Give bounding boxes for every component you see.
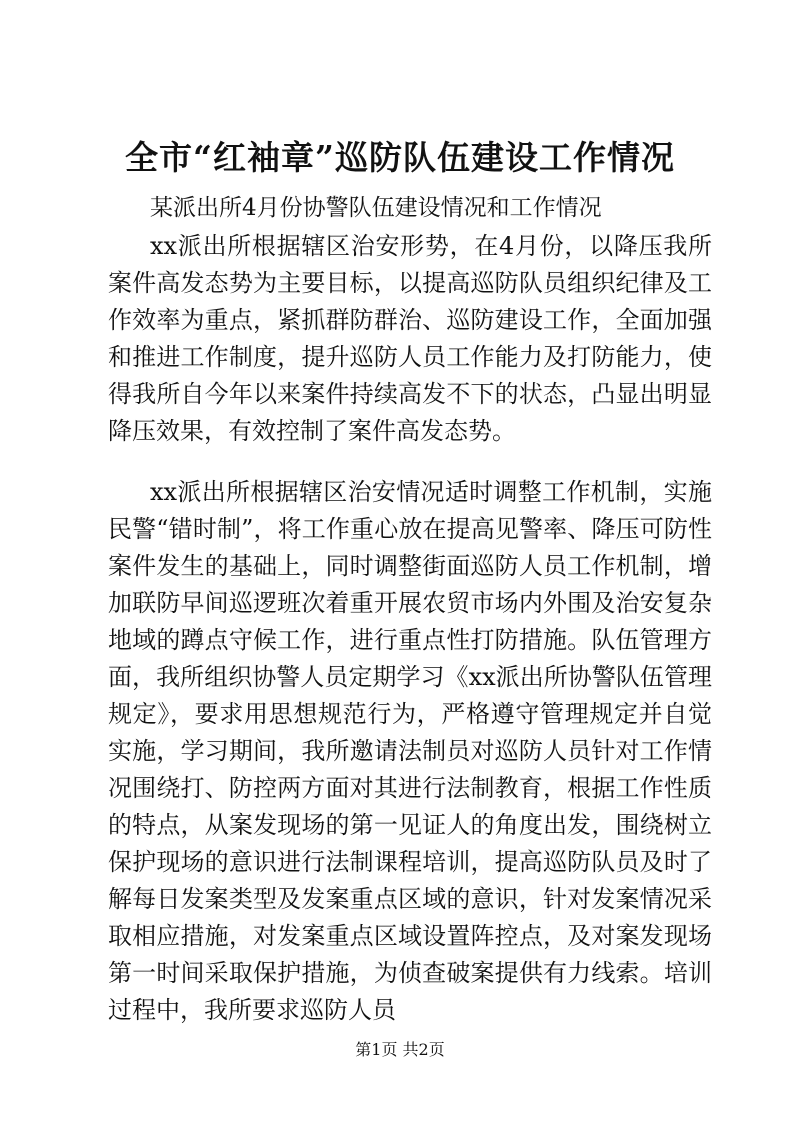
page-number-footer: 第1页 共2页 [355, 1040, 445, 1059]
paragraph-2: xx派出所根据辖区治安情况适时调整工作机制，实施民警“错时制”，将工作重心放在提高见警率、降压可防性案件发生的基础上，同时调整街面巡防人员工作机制，增加联防早间巡逻班次着重开展农贸市场内外围及治安复杂地域的蹲点守候工作，进行重点性打防措施。队伍管理方面，我所组织协警人员定期学习《xx派出所协警队伍管理规定》，要求用思想规范行为，严格遵守管理规定并自觉实施，学习期间，我所邀请法制员对巡防人员针对工作情况围绕打、防控两方面对其进行法制教育，根据工作性质的特点，从案发现场的第一见证人的角度出发，围绕树立保护现场的意识进行法制课程培训，提高巡防队员及时了解每日发案类型及发案重点区域的意识，针对发案情况采取相应措施，对发案重点区域设置阵控点，及对案发现场第一时间采取保护措施，为侦查破案提供有力线索。培训过程中，我所要求巡防人员 [108, 478, 712, 1024]
paragraph-1: xx派出所根据辖区治安形势，在4月份，以降压我所案件高发态势为主要目标，以提高巡防队员组织纪律及工作效率为重点，紧抓群防群治、巡防建设工作，全面加强和推进工作制度，提升巡防人员工作能力及打防能力，使得我所自今年以来案件持续高发不下的状态，凸显出明显降压效果，有效控制了案件高发态势。 [108, 232, 712, 445]
document-title: 全市“红袖章”巡防队伍建设工作情况 [125, 138, 675, 177]
document-subtitle: 某派出所4月份协警队伍建设情况和工作情况 [150, 195, 602, 221]
